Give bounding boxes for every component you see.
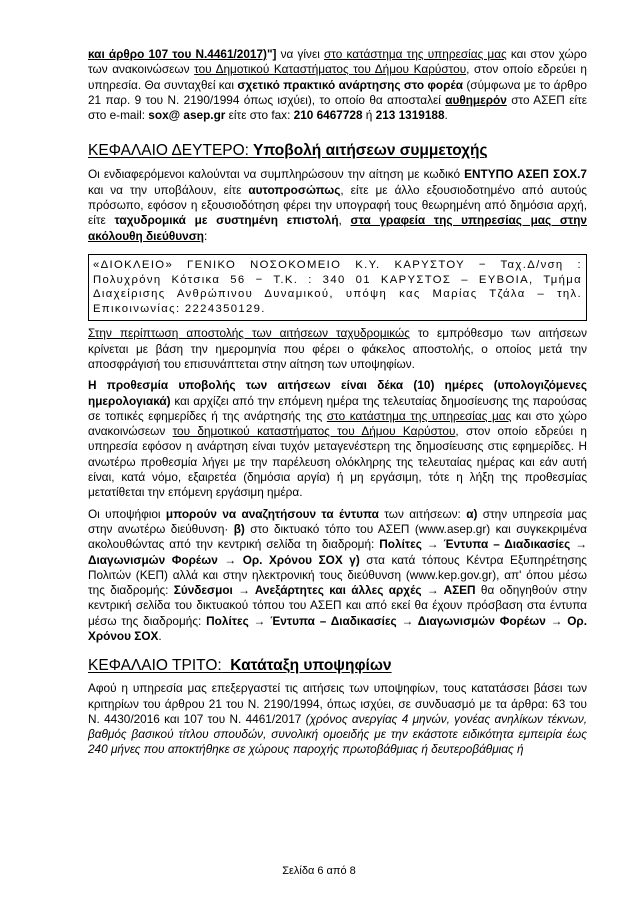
paragraph-deadline	[88, 378, 587, 500]
paragraph-text: στο δικτυακό τόπο του ΑΣΕΠ (www.asep.gr) και συγκεκριμένα ακολουθώντας από την κεντρική σελίδα τη διαδρομή:	[88, 521, 587, 552]
criteria-text: (χρόνος ανεργίας 4 μηνών, γονέας ανηλίκων τέκνων, βαθμός βασικού τίτλου σπουδών, συνολική ομοειδής με την εκάστοτε ειδικότητα εμπειρία έως 240 μήνες που αποκτήθηκε σε χώρους παροχής πρωτοβάθμιας ή δευτεροβάθμιας ή	[88, 711, 587, 757]
paragraph-text: στα κατά τόπους Κέντρα Εξυπηρέτησης Πολιτών (ΚΕΠ) αλλά και στην ηλεκτρονική τους διεύθυνση (www.kep.gov.gr), απ' όπου μέσω της διαδρομής:	[88, 552, 587, 598]
postal-address: «ΔΙΟΚΛΕΙΟ» ΓΕΝΙΚΟ ΝΟΣΟΚΟΜΕΙΟ Κ.Υ. ΚΑΡΥΣΤΟΥ − Ταχ.Δ/νση : Πολυχρόνη Κότσικα 56 − Τ.Κ. : 340 01 ΚΑΡΥΣΤΟΣ – ΕΥΒΟΙΑ, Τμήμα Διαχείρισης Ανθρώπινου Δυναμικού, υπόψη κας Μαρίας Τζάλα – τηλ. Επικοινωνίας: 2224350129.	[93, 258, 582, 315]
underlined-text: Στην περίπτωση αποστολής των αιτήσεων ταχυδρομικώς	[88, 326, 410, 341]
navigation-path: Σύνδεσμοι → Ανεξάρτητες και άλλες αρχές → ΑΣΕΠ	[173, 583, 476, 598]
paragraph-text: ,	[338, 213, 351, 228]
paragraph-text: Αφού η υπηρεσία μας επεξεργαστεί τις αιτήσεις των υποψηφίων, τους κατατάσσει βάσει των κριτηρίων του άρθρου 21 του N. 2190/1994, όπως ισχύει, σε συνδυασμό με τα άρθρα: 63 του N. 4430/2016 και 107 του N. 4461/2017	[88, 681, 587, 726]
emphasis-text: αυθημερόν	[445, 92, 507, 107]
closing-quote: "]	[266, 47, 277, 61]
chapter-label: ΚΕΦΑΛΑΙΟ ΔΕΥΤΕΡΟ:	[88, 142, 249, 160]
law-reference: και άρθρο 107 του N.4461/2017)	[88, 47, 267, 61]
chapter-title: Κατάταξη υποψηφίων	[221, 657, 392, 675]
paragraph-posting-notice	[88, 47, 587, 123]
form-code: ΕΝΤΥΠΟ ΑΣΕΠ ΣΟΧ.7	[464, 167, 587, 182]
paragraph-text: ή	[362, 108, 376, 123]
address-box	[88, 254, 587, 321]
paragraph-forms-availability	[88, 507, 587, 645]
email-address: sox@ asep.gr	[148, 108, 226, 123]
paragraph-text: στο ΑΣΕΠ είτε στο e-mail:	[88, 92, 587, 123]
paragraph-text: :	[203, 228, 208, 243]
paragraph-text: (σύμφωνα με το άρθρο 21 παρ. 9 του Ν. 2190/1994 όπως ισχύει), το οποίο θα αποσταλεί	[88, 77, 587, 107]
paragraph-text: στην υπηρεσία μας στην ανωτέρω διεύθυνση·	[88, 506, 587, 536]
emphasis-text: ταχυδρομικά με συστημένη επιστολή	[114, 213, 339, 228]
section-heading-chapter-three	[88, 656, 587, 676]
emphasis-text: στα γραφεία της υπηρεσίας μας στην ακόλουθη διεύθυνση	[88, 213, 587, 243]
section-heading-chapter-two	[88, 141, 587, 161]
paragraph-text: Οι ενδιαφερόμενοι καλούνται να συμπληρώσουν την αίτηση με κωδικό	[88, 167, 465, 182]
paragraph-text: .	[444, 108, 448, 123]
paragraph-postal-submission	[88, 326, 587, 372]
page-number: Σελίδα 6 από 8	[282, 865, 356, 877]
paragraph-text: να γίνει	[276, 47, 324, 61]
list-marker: α)	[466, 506, 478, 521]
fax-number: 213 1319188	[375, 108, 445, 123]
posting-location: του δημοτικού καταστήματος του Δήμου Καρύστου	[172, 424, 456, 439]
paragraph-text: Οι υποψήφιοι	[88, 506, 166, 521]
paragraph-text: .	[158, 628, 162, 643]
navigation-path: Πολίτες → Έντυπα – Διαδικασίες → Διαγωνισμών Φορέων → Ορ. Χρόνου ΣΟΧ	[88, 613, 588, 643]
paragraph-text: , στον οποίο εδρεύει η υπηρεσία εφόσον η ανάρτηση είναι τυχόν μεταγενέστερη της δημοσίευσης στις εφημερίδες. Η ανωτέρω προθεσμία λήγει με την παρέλευση ολόκληρης της τελευταίας ημέρας και εάν αυτή είναι, κατά νόμο, εξαιρετέα (δημόσια αργία) ή μη εργάσιμη, τότε η λήξη της προθεσμίας μετατίθεται την επόμενη εργάσιμη ημέρα.	[88, 424, 587, 500]
posting-location: στο κατάστημα της υπηρεσίας μας	[326, 408, 512, 423]
paragraph-text: , είτε με άλλο εξουσιοδοτημένο από αυτούς πρόσωπο, εφόσον η εξουσιοδότηση φέρει την υπογραφή τους θεωρημένη από δημόσια αρχή, είτε	[88, 182, 587, 228]
list-marker: β)	[233, 521, 245, 536]
emphasis-text: μπορούν να αναζητήσουν τα έντυπα	[165, 506, 379, 521]
paragraph-text: και στο χώρο ανακοινώσεων	[88, 408, 587, 439]
posting-location: στο κατάστημα της υπηρεσίας μας	[324, 47, 507, 61]
chapter-title: Υποβολή αιτήσεων συμμετοχής	[248, 142, 488, 160]
navigation-path: Πολίτες → Έντυπα – Διαδικασίες → Διαγωνισμών Φορέων → Ορ. Χρόνου ΣΟΧ γ)	[88, 537, 587, 567]
page-number-footer	[0, 864, 638, 878]
chapter-label: ΚΕΦΑΛΑΙΟ ΤΡΙΤΟ:	[88, 657, 222, 675]
paragraph-text: και να την υποβάλουν, είτε	[88, 182, 249, 197]
paragraph-text: και στον χώρο των ανακοινώσεων	[88, 47, 587, 77]
fax-number: 210 6467728	[293, 108, 363, 123]
paragraph-text: το εμπρόθεσμο των αιτήσεων κρίνεται με βάση την ημερομηνία που φέρει ο φάκελος αποστολής, ο οποίος μετά την αποσφράγισή του επισυνάπτεται στην αίτηση των υποψηφίων.	[88, 326, 587, 371]
paragraph-text: των αιτήσεων:	[378, 506, 467, 521]
paragraph-text: , στον οποίο εδρεύει η υπηρεσία. Θα συνταχθεί και	[88, 62, 587, 92]
posting-location: του Δημοτικού Καταστήματος του Δήμου Καρύστου	[194, 62, 467, 77]
paragraph-text: και αρχίζει από την επόμενη ημέρα της τελευταίας δημοσίευσης της παρούσας σε τοπικές εφημερίδες ή της ανάρτησής της	[88, 393, 587, 423]
paragraph-submission	[88, 167, 587, 243]
paragraph-ranking	[88, 681, 587, 757]
emphasis-text: αυτοπροσώπως	[248, 182, 341, 197]
page-body	[88, 47, 587, 758]
deadline-text: Η προθεσμία υποβολής των αιτήσεων είναι δέκα (10) ημέρες (υπολογιζόμενες ημερολογιακά)	[88, 378, 587, 408]
paragraph-text: θα οδηγηθούν στην κεντρική σελίδα του δικτυακού τόπου του ΑΣΕΠ και από εκεί θα έχουν πρόσβαση στα έντυπα μέσω της διαδρομής:	[88, 583, 587, 628]
paragraph-text: είτε στο fax:	[225, 108, 294, 123]
emphasis-text: σχετικό πρακτικό ανάρτησης στο φορέα	[237, 77, 463, 92]
